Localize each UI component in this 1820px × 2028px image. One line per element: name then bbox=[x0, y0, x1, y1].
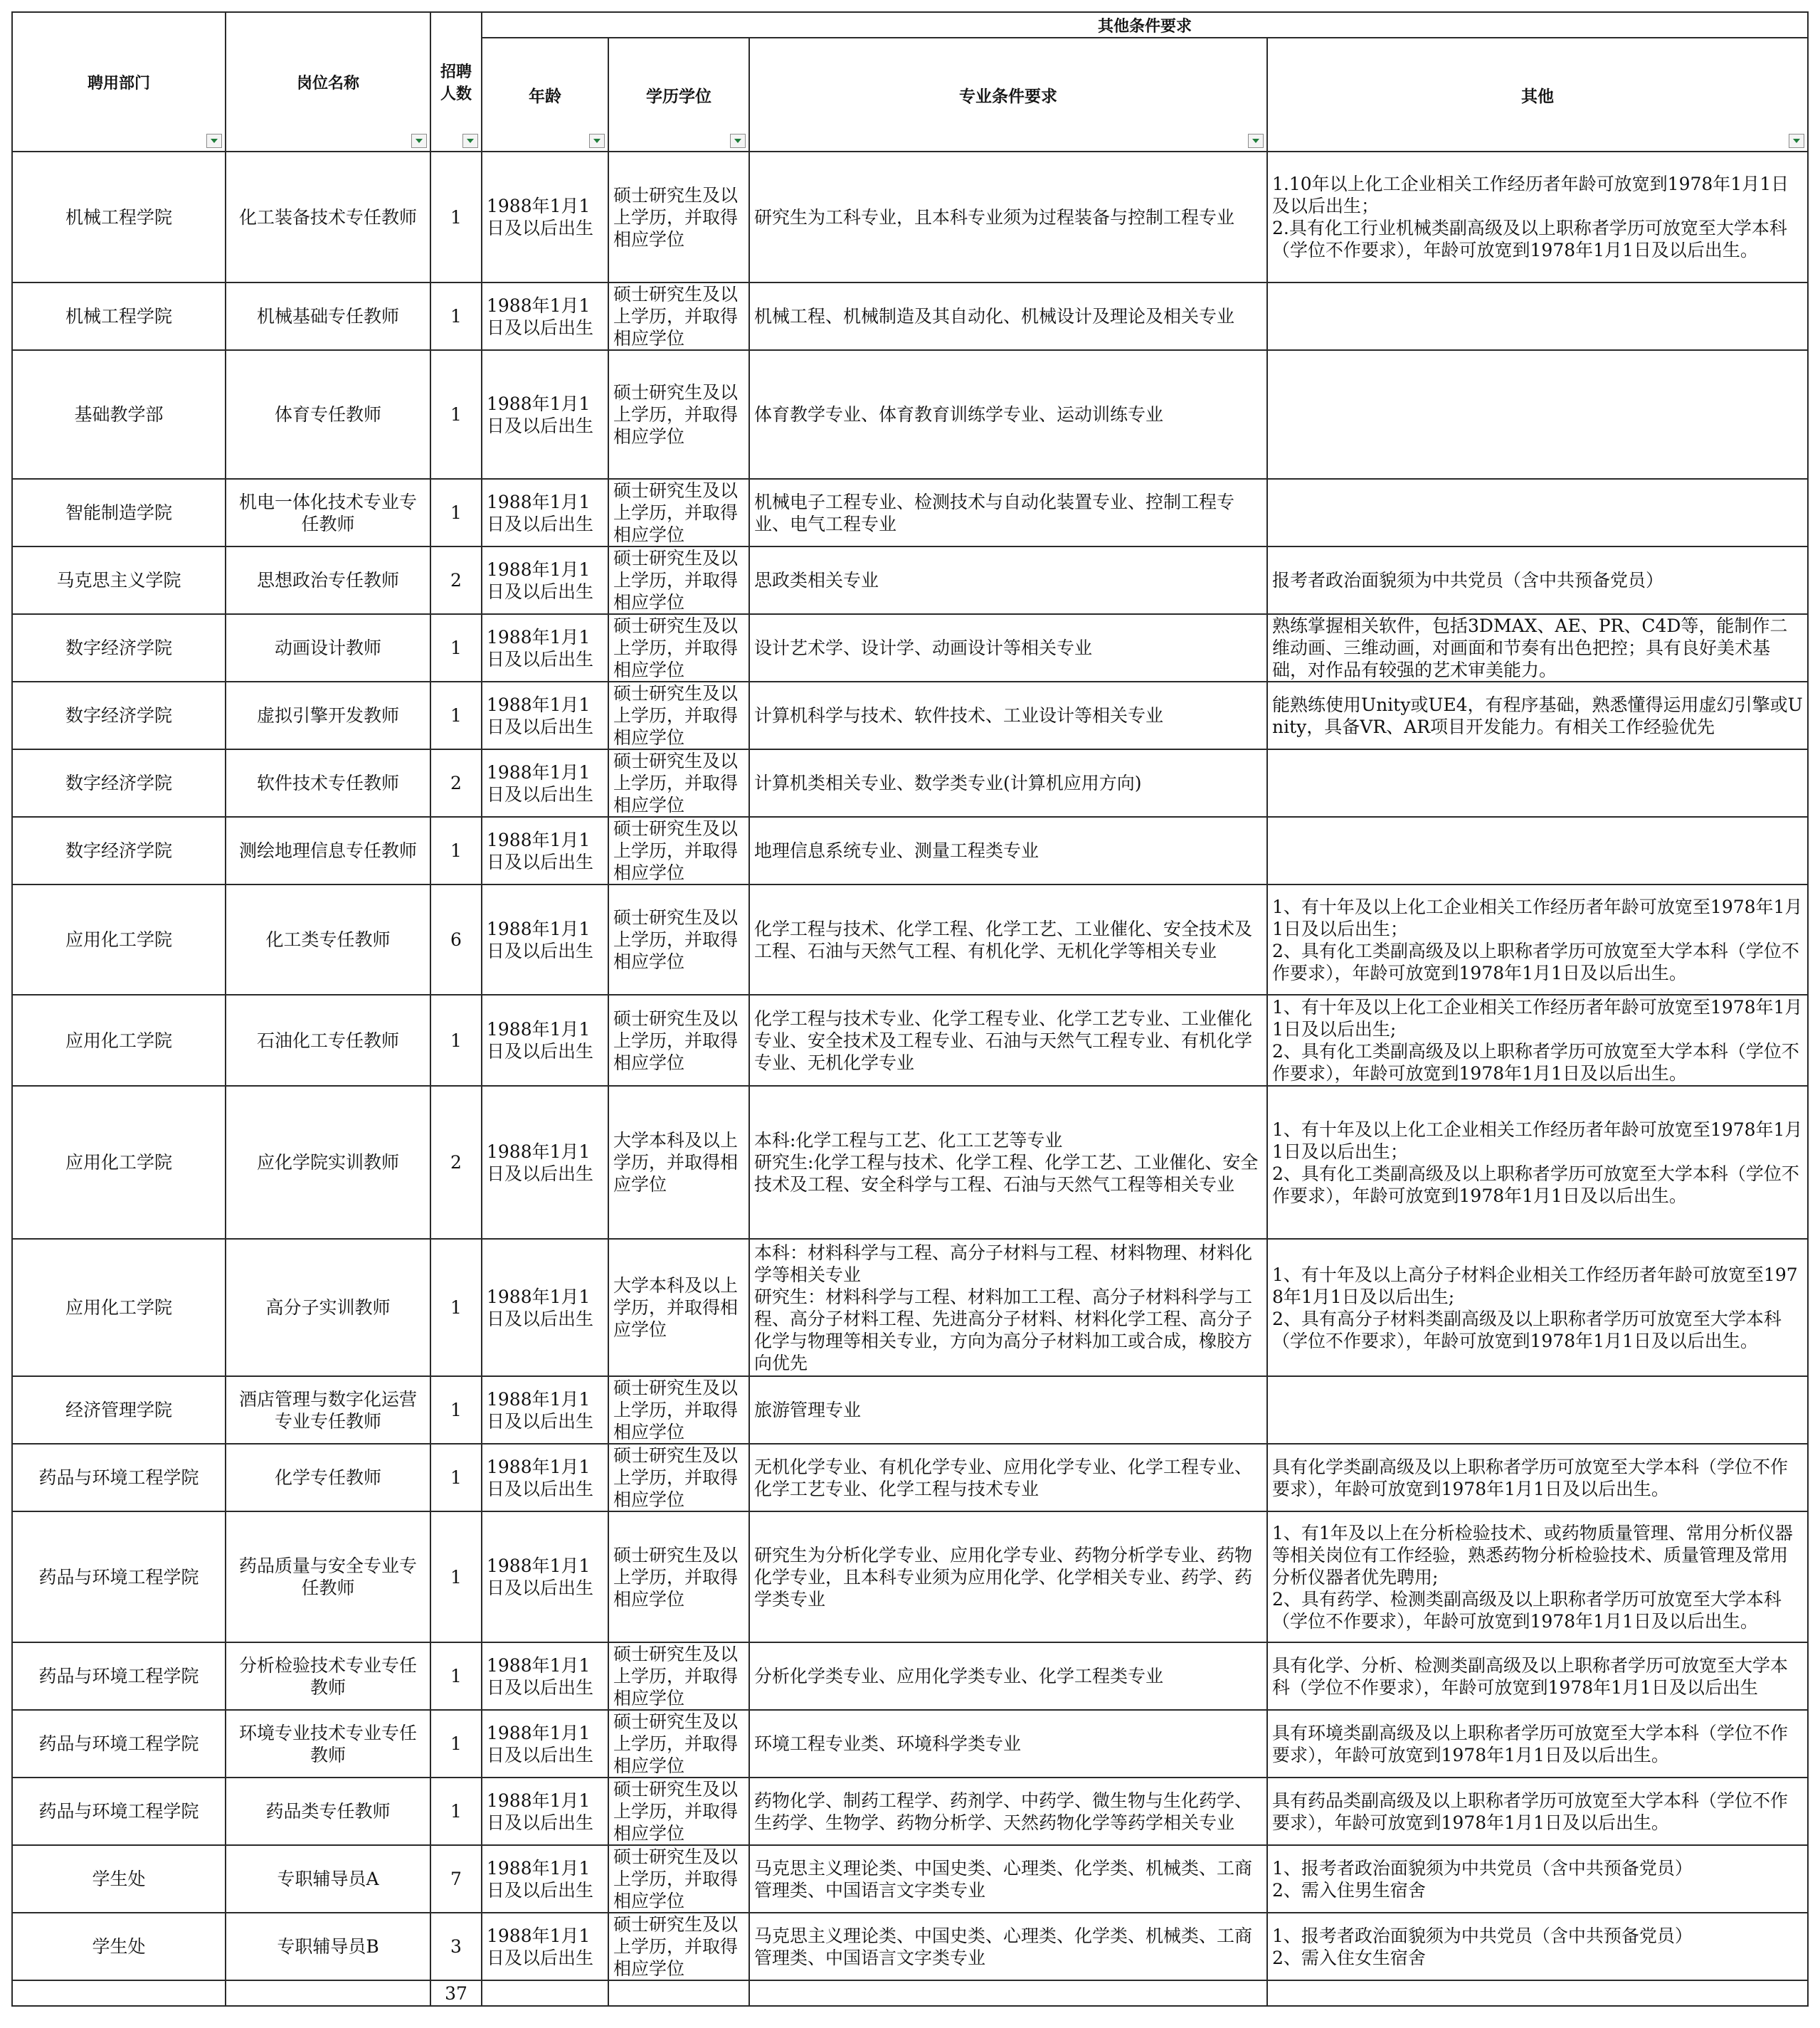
edu-cell: 硕士研究生及以上学历，并取得相应学位 bbox=[608, 479, 749, 546]
other-cell: 1、有1年及以上在分析检验技术、或药物质量管理、常用分析仪器等相关岗位有工作经验，熟悉药物分析检验技术、质量管理及常用分析仪器者优先聘用; 2、具有药学、检测类副高级及以上职称者学历可放宽至大学本科（学位不作要求），年龄可放宽到1978年1月1日及以后出生。 bbox=[1267, 1511, 1808, 1642]
edu-cell: 硕士研究生及以上学历，并取得相应学位 bbox=[608, 614, 749, 682]
edu-cell: 硕士研究生及以上学历，并取得相应学位 bbox=[608, 152, 749, 282]
dept-cell: 学生处 bbox=[12, 1913, 226, 1980]
table-row bbox=[12, 1778, 1808, 1845]
other-cell: 具有化学、分析、检测类副高级及以上职称者学历可放宽至大学本科（学位不作要求），年龄可放宽到1978年1月1日及以后出生 bbox=[1267, 1642, 1808, 1710]
header-edu-label: 学历学位 bbox=[646, 86, 711, 106]
filter-dropdown-icon[interactable] bbox=[411, 134, 427, 148]
edu-cell: 硕士研究生及以上学历，并取得相应学位 bbox=[608, 1376, 749, 1444]
major-cell: 机械工程、机械制造及其自动化、机械设计及理论及相关专业 bbox=[749, 282, 1267, 350]
major-cell: 化学工程与技术、化学工程、化学工艺、工业催化、安全技术及工程、石油与天然气工程、有机化学、无机化学等相关专业 bbox=[749, 884, 1267, 995]
header-group bbox=[482, 12, 1808, 38]
header-age bbox=[482, 38, 608, 152]
major-cell: 研究生为工科专业，且本科专业须为过程装备与控制工程专业 bbox=[749, 152, 1267, 282]
major-cell: 计算机科学与技术、软件技术、工业设计等相关专业 bbox=[749, 682, 1267, 749]
dept-cell: 应用化工学院 bbox=[12, 995, 226, 1086]
table-row bbox=[12, 884, 1808, 995]
dept-cell: 机械工程学院 bbox=[12, 152, 226, 282]
count-cell: 2 bbox=[430, 749, 482, 817]
other-cell: 具有化学类副高级及以上职称者学历可放宽至大学本科（学位不作要求），年龄可放宽到1978年1月1日及以后出生。 bbox=[1267, 1444, 1808, 1511]
edu-cell: 硕士研究生及以上学历，并取得相应学位 bbox=[608, 749, 749, 817]
other-cell bbox=[1267, 817, 1808, 884]
age-cell: 1988年1月1日及以后出生 bbox=[482, 1778, 608, 1845]
table-row bbox=[12, 546, 1808, 614]
table-body bbox=[12, 152, 1808, 1980]
major-cell: 化学工程与技术专业、化学工程专业、化学工艺专业、工业催化专业、安全技术及工程专业、石油与天然气工程专业、有机化学专业、无机化学专业 bbox=[749, 995, 1267, 1086]
count-cell: 1 bbox=[430, 282, 482, 350]
major-cell: 马克思主义理论类、中国史类、心理类、化学类、机械类、工商管理类、中国语言文字类专业 bbox=[749, 1845, 1267, 1913]
table-row bbox=[12, 614, 1808, 682]
age-cell: 1988年1月1日及以后出生 bbox=[482, 1845, 608, 1913]
other-cell bbox=[1267, 479, 1808, 546]
age-cell: 1988年1月1日及以后出生 bbox=[482, 1376, 608, 1444]
edu-cell: 硕士研究生及以上学历，并取得相应学位 bbox=[608, 1642, 749, 1710]
count-cell: 1 bbox=[430, 152, 482, 282]
other-cell: 具有药品类副高级及以上职称者学历可放宽至大学本科（学位不作要求），年龄可放宽到1978年1月1日及以后出生。 bbox=[1267, 1778, 1808, 1845]
header-age-label: 年龄 bbox=[529, 86, 561, 106]
total-blank-cell bbox=[226, 1980, 430, 2006]
dept-cell: 药品与环境工程学院 bbox=[12, 1710, 226, 1778]
age-cell: 1988年1月1日及以后出生 bbox=[482, 614, 608, 682]
dept-cell: 智能制造学院 bbox=[12, 479, 226, 546]
header-dept-label: 聘用部门 bbox=[87, 73, 150, 93]
header-post bbox=[226, 12, 430, 152]
recruitment-table bbox=[11, 11, 1809, 2007]
other-cell bbox=[1267, 749, 1808, 817]
dept-cell: 数字经济学院 bbox=[12, 614, 226, 682]
other-cell: 能熟练使用Unity或UE4，有程序基础，熟悉懂得运用虚幻引擎或Unity，具备VR、AR项目开发能力。有相关工作经验优先 bbox=[1267, 682, 1808, 749]
table-row bbox=[12, 995, 1808, 1086]
edu-cell: 硕士研究生及以上学历，并取得相应学位 bbox=[608, 1845, 749, 1913]
post-cell: 药品质量与安全专业专任教师 bbox=[226, 1511, 430, 1642]
count-cell: 1 bbox=[430, 614, 482, 682]
dept-cell: 学生处 bbox=[12, 1845, 226, 1913]
table-row bbox=[12, 1913, 1808, 1980]
other-cell: 1、有十年及以上化工企业相关工作经历者年龄可放宽至1978年1月1日及以后出生； 2、具有化工类副高级及以上职称者学历可放宽至大学本科（学位不作要求），年龄可放宽到1978年1月1日及以后出生。 bbox=[1267, 884, 1808, 995]
age-cell: 1988年1月1日及以后出生 bbox=[482, 1511, 608, 1642]
post-cell: 化工装备技术专任教师 bbox=[226, 152, 430, 282]
header-other-label: 其他 bbox=[1521, 86, 1554, 106]
count-cell: 1 bbox=[430, 1376, 482, 1444]
edu-cell: 硕士研究生及以上学历，并取得相应学位 bbox=[608, 682, 749, 749]
post-cell: 机电一体化技术专业专任教师 bbox=[226, 479, 430, 546]
count-cell: 1 bbox=[430, 817, 482, 884]
header-count bbox=[430, 12, 482, 152]
filter-dropdown-icon[interactable] bbox=[1789, 134, 1804, 148]
dept-cell: 药品与环境工程学院 bbox=[12, 1778, 226, 1845]
age-cell: 1988年1月1日及以后出生 bbox=[482, 682, 608, 749]
edu-cell: 硕士研究生及以上学历，并取得相应学位 bbox=[608, 1710, 749, 1778]
count-cell: 1 bbox=[430, 1778, 482, 1845]
post-cell: 软件技术专任教师 bbox=[226, 749, 430, 817]
count-cell: 2 bbox=[430, 1086, 482, 1239]
edu-cell: 硕士研究生及以上学历，并取得相应学位 bbox=[608, 884, 749, 995]
dept-cell: 数字经济学院 bbox=[12, 749, 226, 817]
dept-cell: 数字经济学院 bbox=[12, 817, 226, 884]
table-row bbox=[12, 1511, 1808, 1642]
age-cell: 1988年1月1日及以后出生 bbox=[482, 152, 608, 282]
table-row bbox=[12, 350, 1808, 479]
dept-cell: 基础教学部 bbox=[12, 350, 226, 479]
major-cell: 分析化学类专业、应用化学类专业、化学工程类专业 bbox=[749, 1642, 1267, 1710]
dept-cell: 药品与环境工程学院 bbox=[12, 1511, 226, 1642]
age-cell: 1988年1月1日及以后出生 bbox=[482, 817, 608, 884]
major-cell: 机械电子工程专业、检测技术与自动化装置专业、控制工程专业、电气工程专业 bbox=[749, 479, 1267, 546]
age-cell: 1988年1月1日及以后出生 bbox=[482, 884, 608, 995]
post-cell: 环境专业技术专业专任教师 bbox=[226, 1710, 430, 1778]
major-cell: 旅游管理专业 bbox=[749, 1376, 1267, 1444]
count-cell: 1 bbox=[430, 350, 482, 479]
age-cell: 1988年1月1日及以后出生 bbox=[482, 1444, 608, 1511]
total-blank-cell bbox=[749, 1980, 1267, 2006]
edu-cell: 硕士研究生及以上学历，并取得相应学位 bbox=[608, 546, 749, 614]
header-dept bbox=[12, 12, 226, 152]
table-row bbox=[12, 152, 1808, 282]
other-cell bbox=[1267, 350, 1808, 479]
age-cell: 1988年1月1日及以后出生 bbox=[482, 1710, 608, 1778]
edu-cell: 硕士研究生及以上学历，并取得相应学位 bbox=[608, 1778, 749, 1845]
edu-cell: 硕士研究生及以上学历，并取得相应学位 bbox=[608, 282, 749, 350]
count-cell: 1 bbox=[430, 1642, 482, 1710]
table-row bbox=[12, 1376, 1808, 1444]
total-count-cell: 37 bbox=[430, 1980, 482, 2006]
post-cell: 机械基础专任教师 bbox=[226, 282, 430, 350]
filter-dropdown-icon[interactable] bbox=[462, 134, 478, 148]
post-cell: 应化学院实训教师 bbox=[226, 1086, 430, 1239]
post-cell: 药品类专任教师 bbox=[226, 1778, 430, 1845]
post-cell: 化工类专任教师 bbox=[226, 884, 430, 995]
age-cell: 1988年1月1日及以后出生 bbox=[482, 546, 608, 614]
dept-cell: 应用化工学院 bbox=[12, 1239, 226, 1376]
other-cell: 1、有十年及以上化工企业相关工作经历者年龄可放宽至1978年1月1日及以后出生; 2、具有化工类副高级及以上职称者学历可放宽至大学本科（学位不作要求），年龄可放宽到1978年1月1日及以后出生。 bbox=[1267, 995, 1808, 1086]
post-cell: 专职辅导员A bbox=[226, 1845, 430, 1913]
count-cell: 1 bbox=[430, 1239, 482, 1376]
major-cell: 药物化学、制药工程学、药剂学、中药学、微生物与生化药学、生药学、生物学、药物分析学、天然药物化学等药学相关专业 bbox=[749, 1778, 1267, 1845]
age-cell: 1988年1月1日及以后出生 bbox=[482, 995, 608, 1086]
major-cell: 体育教学专业、体育教育训练学专业、运动训练专业 bbox=[749, 350, 1267, 479]
table-row bbox=[12, 1845, 1808, 1913]
major-cell: 环境工程专业类、环境科学类专业 bbox=[749, 1710, 1267, 1778]
count-cell: 3 bbox=[430, 1913, 482, 1980]
table-row bbox=[12, 282, 1808, 350]
major-cell: 思政类相关专业 bbox=[749, 546, 1267, 614]
header-major bbox=[749, 38, 1267, 152]
filter-dropdown-icon[interactable] bbox=[206, 134, 222, 148]
header-post-label: 岗位名称 bbox=[296, 73, 359, 93]
dept-cell: 数字经济学院 bbox=[12, 682, 226, 749]
major-cell: 研究生为分析化学专业、应用化学专业、药物分析学专业、药物化学专业，且本科专业须为应用化学、化学相关专业、药学、药学类专业 bbox=[749, 1511, 1267, 1642]
total-blank-cell bbox=[12, 1980, 226, 2006]
major-cell: 本科:化学工程与工艺、化工工艺等专业 研究生:化学工程与技术、化学工程、化学工艺、工业催化、安全技术及工程、安全科学与工程、石油与天然气工程等相关专业 bbox=[749, 1086, 1267, 1239]
major-cell: 本科：材料科学与工程、高分子材料与工程、材料物理、材料化学等相关专业 研究生：材料科学与工程、材料加工工程、高分子材料科学与工程、高分子材料工程、先进高分子材料、材料化学工程、高分子化学与物理等相关专业，方向为高分子材料加工或合成，橡胶方向优先 bbox=[749, 1239, 1267, 1376]
age-cell: 1988年1月1日及以后出生 bbox=[482, 282, 608, 350]
age-cell: 1988年1月1日及以后出生 bbox=[482, 749, 608, 817]
age-cell: 1988年1月1日及以后出生 bbox=[482, 1642, 608, 1710]
post-cell: 动画设计教师 bbox=[226, 614, 430, 682]
major-cell: 地理信息系统专业、测量工程类专业 bbox=[749, 817, 1267, 884]
age-cell: 1988年1月1日及以后出生 bbox=[482, 1913, 608, 1980]
major-cell: 设计艺术学、设计学、动画设计等相关专业 bbox=[749, 614, 1267, 682]
table-row bbox=[12, 817, 1808, 884]
count-cell: 6 bbox=[430, 884, 482, 995]
header-major-label: 专业条件要求 bbox=[959, 86, 1057, 106]
post-cell: 测绘地理信息专任教师 bbox=[226, 817, 430, 884]
total-row bbox=[12, 1980, 1808, 2006]
dept-cell: 应用化工学院 bbox=[12, 884, 226, 995]
count-cell: 1 bbox=[430, 1511, 482, 1642]
table-row bbox=[12, 1710, 1808, 1778]
post-cell: 体育专任教师 bbox=[226, 350, 430, 479]
table-row bbox=[12, 749, 1808, 817]
other-cell bbox=[1267, 1376, 1808, 1444]
header-other bbox=[1267, 38, 1808, 152]
edu-cell: 硕士研究生及以上学历，并取得相应学位 bbox=[608, 817, 749, 884]
count-cell: 1 bbox=[430, 479, 482, 546]
age-cell: 1988年1月1日及以后出生 bbox=[482, 350, 608, 479]
header-group-label: 其他条件要求 bbox=[1098, 16, 1192, 36]
total-blank-cell bbox=[608, 1980, 749, 2006]
post-cell: 专职辅导员B bbox=[226, 1913, 430, 1980]
dept-cell: 机械工程学院 bbox=[12, 282, 226, 350]
post-cell: 思想政治专任教师 bbox=[226, 546, 430, 614]
age-cell: 1988年1月1日及以后出生 bbox=[482, 1239, 608, 1376]
header-count-label: 招聘人数 bbox=[440, 63, 472, 103]
filter-dropdown-icon[interactable] bbox=[589, 134, 605, 148]
dept-cell: 马克思主义学院 bbox=[12, 546, 226, 614]
count-cell: 7 bbox=[430, 1845, 482, 1913]
filter-dropdown-icon[interactable] bbox=[1248, 134, 1264, 148]
count-cell: 1 bbox=[430, 1444, 482, 1511]
other-cell: 1、有十年及以上化工企业相关工作经历者年龄可放宽至1978年1月1日及以后出生； 2、具有化工类副高级及以上职称者学历可放宽至大学本科（学位不作要求），年龄可放宽到1978年1月1日及以后出生。 bbox=[1267, 1086, 1808, 1239]
edu-cell: 硕士研究生及以上学历，并取得相应学位 bbox=[608, 1511, 749, 1642]
other-cell: 1.10年以上化工企业相关工作经历者年龄可放宽到1978年1月1日及以后出生； 2.具有化工行业机械类副高级及以上职称者学历可放宽至大学本科（学位不作要求），年龄可放宽到1978年1月1日及以后出生。 bbox=[1267, 152, 1808, 282]
dept-cell: 药品与环境工程学院 bbox=[12, 1444, 226, 1511]
total-blank-cell bbox=[482, 1980, 608, 2006]
table-row bbox=[12, 682, 1808, 749]
other-cell: 1、报考者政治面貌须为中共党员（含中共预备党员） 2、需入住男生宿舍 bbox=[1267, 1845, 1808, 1913]
other-cell: 具有环境类副高级及以上职称者学历可放宽至大学本科（学位不作要求），年龄可放宽到1978年1月1日及以后出生。 bbox=[1267, 1710, 1808, 1778]
dept-cell: 药品与环境工程学院 bbox=[12, 1642, 226, 1710]
count-cell: 1 bbox=[430, 682, 482, 749]
other-cell bbox=[1267, 282, 1808, 350]
post-cell: 虚拟引擎开发教师 bbox=[226, 682, 430, 749]
table-row bbox=[12, 479, 1808, 546]
edu-cell: 大学本科及以上学历，并取得相应学位 bbox=[608, 1086, 749, 1239]
post-cell: 石油化工专任教师 bbox=[226, 995, 430, 1086]
table-row bbox=[12, 1086, 1808, 1239]
count-cell: 1 bbox=[430, 995, 482, 1086]
major-cell: 计算机类相关专业、数学类专业(计算机应用方向) bbox=[749, 749, 1267, 817]
major-cell: 无机化学专业、有机化学专业、应用化学专业、化学工程专业、化学工艺专业、化学工程与技术专业 bbox=[749, 1444, 1267, 1511]
count-cell: 2 bbox=[430, 546, 482, 614]
table-row bbox=[12, 1239, 1808, 1376]
edu-cell: 大学本科及以上学历，并取得相应学位 bbox=[608, 1239, 749, 1376]
post-cell: 酒店管理与数字化运营专业专任教师 bbox=[226, 1376, 430, 1444]
table-row bbox=[12, 1444, 1808, 1511]
other-cell: 熟练掌握相关软件，包括3DMAX、AE、PR、C4D等，能制作二维动画、三维动画，对画面和节奏有出色把控；具有良好美术基础，对作品有较强的艺术审美能力。 bbox=[1267, 614, 1808, 682]
age-cell: 1988年1月1日及以后出生 bbox=[482, 1086, 608, 1239]
other-cell: 1、有十年及以上高分子材料企业相关工作经历者年龄可放宽至1978年1月1日及以后出生; 2、具有高分子材料类副高级及以上职称者学历可放宽至大学本科（学位不作要求），年龄可放宽到1978年1月1日及以后出生。 bbox=[1267, 1239, 1808, 1376]
dept-cell: 应用化工学院 bbox=[12, 1086, 226, 1239]
table-row bbox=[12, 1642, 1808, 1710]
edu-cell: 硕士研究生及以上学历，并取得相应学位 bbox=[608, 995, 749, 1086]
edu-cell: 硕士研究生及以上学历，并取得相应学位 bbox=[608, 350, 749, 479]
header-edu bbox=[608, 38, 749, 152]
filter-dropdown-icon[interactable] bbox=[730, 134, 746, 148]
post-cell: 分析检验技术专业专任教师 bbox=[226, 1642, 430, 1710]
count-cell: 1 bbox=[430, 1710, 482, 1778]
edu-cell: 硕士研究生及以上学历，并取得相应学位 bbox=[608, 1913, 749, 1980]
other-cell: 1、报考者政治面貌须为中共党员（含中共预备党员） 2、需入住女生宿舍 bbox=[1267, 1913, 1808, 1980]
post-cell: 化学专任教师 bbox=[226, 1444, 430, 1511]
edu-cell: 硕士研究生及以上学历，并取得相应学位 bbox=[608, 1444, 749, 1511]
total-blank-cell bbox=[1267, 1980, 1808, 2006]
dept-cell: 经济管理学院 bbox=[12, 1376, 226, 1444]
post-cell: 高分子实训教师 bbox=[226, 1239, 430, 1376]
major-cell: 马克思主义理论类、中国史类、心理类、化学类、机械类、工商管理类、中国语言文字类专业 bbox=[749, 1913, 1267, 1980]
other-cell: 报考者政治面貌须为中共党员（含中共预备党员） bbox=[1267, 546, 1808, 614]
age-cell: 1988年1月1日及以后出生 bbox=[482, 479, 608, 546]
